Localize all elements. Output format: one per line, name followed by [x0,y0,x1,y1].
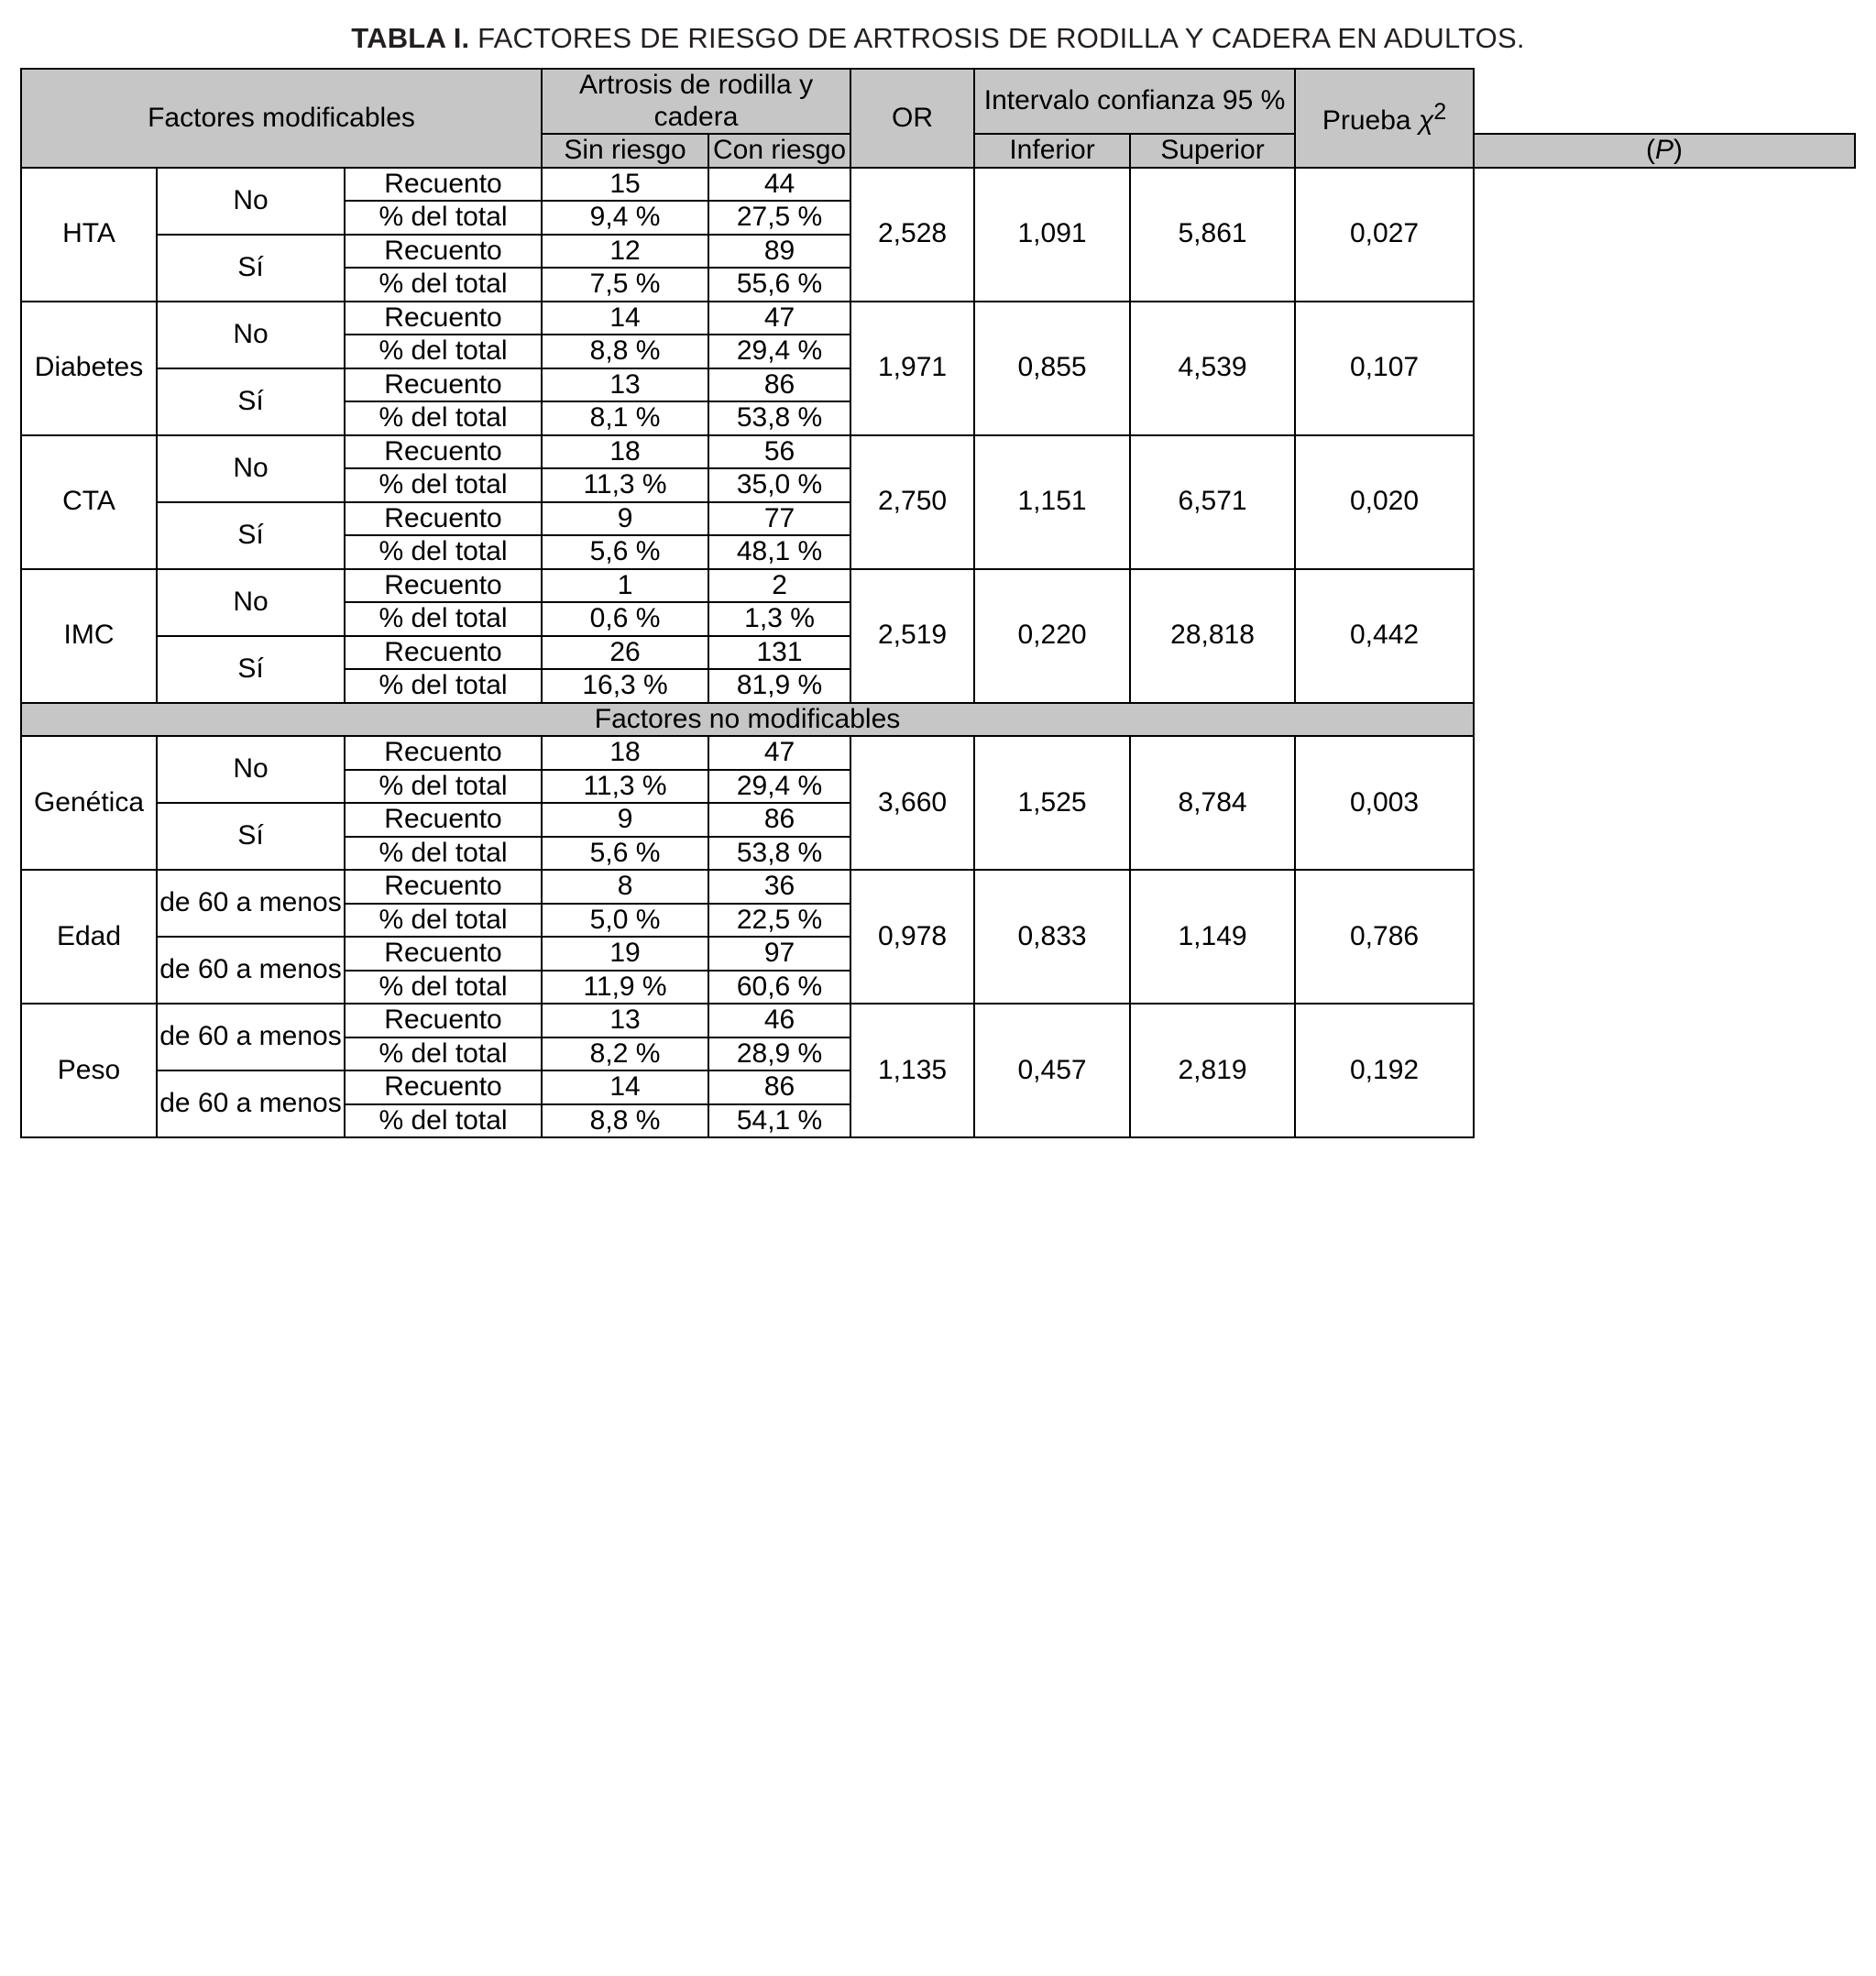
value-sin-riesgo: 13 [542,368,708,402]
value-sin-riesgo: 18 [542,435,708,469]
value-sin-riesgo: 8,2 % [542,1037,708,1071]
ci-lower-value: 1,151 [974,435,1130,569]
risk-factors-table [20,68,1856,1138]
value-con-riesgo: 86 [708,1070,850,1104]
value-sin-riesgo: 16,3 % [542,669,708,703]
measure-label: % del total [345,837,542,871]
measure-label: % del total [345,268,542,302]
measure-label: % del total [345,335,542,368]
value-sin-riesgo: 8,1 % [542,401,708,435]
value-sin-riesgo: 13 [542,1004,708,1037]
factor-label: Edad [21,870,157,1004]
measure-label: % del total [345,1104,542,1138]
header-ci-inferior: Inferior [974,134,1130,168]
p-value: 0,442 [1295,569,1474,703]
ci-upper-value: 6,571 [1130,435,1295,569]
value-con-riesgo: 55,6 % [708,268,850,302]
measure-label: Recuento [345,435,542,469]
value-sin-riesgo: 7,5 % [542,268,708,302]
level-label: Sí [157,502,345,569]
level-label: No [157,168,345,235]
measure-label: % del total [345,669,542,703]
or-value: 2,750 [850,435,974,569]
level-label: No [157,435,345,502]
value-sin-riesgo: 11,3 % [542,468,708,502]
value-sin-riesgo: 12 [542,235,708,269]
ci-upper-value: 28,818 [1130,569,1295,703]
value-con-riesgo: 47 [708,736,850,770]
factor-label: CTA [21,435,157,569]
ci-lower-value: 1,091 [974,168,1130,302]
or-value: 1,971 [850,302,974,435]
value-con-riesgo: 2 [708,569,850,603]
value-con-riesgo: 60,6 % [708,971,850,1004]
value-con-riesgo: 35,0 % [708,468,850,502]
factor-label: Peso [21,1004,157,1137]
header-p-value: (P) [1474,134,1855,168]
value-sin-riesgo: 0,6 % [542,602,708,636]
value-con-riesgo: 53,8 % [708,837,850,871]
measure-label: Recuento [345,937,542,971]
measure-label: % del total [345,770,542,804]
header-sin-riesgo: Sin riesgo [542,134,708,168]
value-con-riesgo: 53,8 % [708,401,850,435]
ci-upper-value: 1,149 [1130,870,1295,1004]
table-row [21,870,1855,904]
value-con-riesgo: 86 [708,803,850,837]
value-sin-riesgo: 8,8 % [542,335,708,368]
table-body [21,168,1855,1138]
level-label: Sí [157,636,345,703]
value-sin-riesgo: 14 [542,302,708,335]
header-intervalo-confianza: Intervalo confianza 95 % [974,69,1295,134]
value-sin-riesgo: 18 [542,736,708,770]
measure-label: % del total [345,468,542,502]
value-sin-riesgo: 9 [542,803,708,837]
value-con-riesgo: 54,1 % [708,1104,850,1138]
value-sin-riesgo: 9,4 % [542,201,708,235]
factor-label: Diabetes [21,302,157,435]
measure-label: Recuento [345,870,542,904]
level-label: Sí [157,235,345,302]
measure-label: Recuento [345,302,542,335]
header-prueba-chi: Prueba $\chi^2$ [1295,69,1474,168]
value-con-riesgo: 89 [708,235,850,269]
level-label: de 60 a menos [157,1070,345,1137]
or-value: 2,528 [850,168,974,302]
measure-label: % del total [345,401,542,435]
table-row [21,569,1855,603]
ci-upper-value: 5,861 [1130,168,1295,302]
ci-lower-value: 0,855 [974,302,1130,435]
ci-upper-value: 2,819 [1130,1004,1295,1137]
value-sin-riesgo: 8,8 % [542,1104,708,1138]
measure-label: Recuento [345,736,542,770]
p-value: 0,003 [1295,736,1474,870]
ci-lower-value: 0,833 [974,870,1130,1004]
level-label: No [157,569,345,636]
header-or: OR [850,69,974,168]
measure-label: Recuento [345,636,542,670]
value-sin-riesgo: 9 [542,502,708,536]
header-artrosis-group: Artrosis de rodilla y cadera [542,69,850,134]
ci-lower-value: 0,457 [974,1004,1130,1137]
value-sin-riesgo: 5,6 % [542,535,708,569]
value-con-riesgo: 27,5 % [708,201,850,235]
value-con-riesgo: 131 [708,636,850,670]
value-con-riesgo: 81,9 % [708,669,850,703]
value-con-riesgo: 44 [708,168,850,202]
table-header [21,69,1855,168]
factor-label: Genética [21,736,157,870]
or-value: 1,135 [850,1004,974,1137]
level-label: No [157,302,345,368]
measure-label: Recuento [345,502,542,536]
value-sin-riesgo: 14 [542,1070,708,1104]
ci-upper-value: 8,784 [1130,736,1295,870]
level-label: de 60 a menos [157,1004,345,1070]
value-con-riesgo: 97 [708,937,850,971]
value-sin-riesgo: 8 [542,870,708,904]
table-row [21,168,1855,202]
table-caption [20,22,1856,55]
value-sin-riesgo: 5,6 % [542,837,708,871]
table-row [21,302,1855,335]
value-con-riesgo: 29,4 % [708,335,850,368]
table-caption-label: TABLA I. [351,22,470,54]
value-sin-riesgo: 11,9 % [542,971,708,1004]
measure-label: Recuento [345,368,542,402]
value-con-riesgo: 48,1 % [708,535,850,569]
p-value: 0,786 [1295,870,1474,1004]
p-value: 0,107 [1295,302,1474,435]
table-row [21,435,1855,469]
value-sin-riesgo: 19 [542,937,708,971]
header-factores-modificables: Factores modificables [21,69,542,168]
header-ci-superior: Superior [1130,134,1295,168]
value-con-riesgo: 29,4 % [708,770,850,804]
value-con-riesgo: 47 [708,302,850,335]
table-row [21,736,1855,770]
value-sin-riesgo: 5,0 % [542,904,708,938]
level-label: de 60 a menos [157,937,345,1004]
p-value: 0,192 [1295,1004,1474,1137]
section-header-no-modificables: Factores no modificables [21,703,1474,737]
value-con-riesgo: 56 [708,435,850,469]
level-label: Sí [157,368,345,435]
value-sin-riesgo: 11,3 % [542,770,708,804]
value-con-riesgo: 46 [708,1004,850,1037]
table-row [21,1004,1855,1037]
ci-lower-value: 0,220 [974,569,1130,703]
measure-label: % del total [345,602,542,636]
or-value: 0,978 [850,870,974,1004]
measure-label: % del total [345,904,542,938]
value-sin-riesgo: 15 [542,168,708,202]
value-con-riesgo: 28,9 % [708,1037,850,1071]
level-label: de 60 a menos [157,870,345,937]
or-value: 3,660 [850,736,974,870]
value-con-riesgo: 22,5 % [708,904,850,938]
factor-label: HTA [21,168,157,302]
value-con-riesgo: 36 [708,870,850,904]
value-sin-riesgo: 26 [542,636,708,670]
measure-label: % del total [345,1037,542,1071]
value-con-riesgo: 86 [708,368,850,402]
value-con-riesgo: 77 [708,502,850,536]
measure-label: % del total [345,201,542,235]
level-label: No [157,736,345,803]
measure-label: Recuento [345,569,542,603]
p-value: 0,027 [1295,168,1474,302]
measure-label: Recuento [345,1004,542,1037]
measure-label: Recuento [345,235,542,269]
header-row-top [21,69,1855,134]
ci-upper-value: 4,539 [1130,302,1295,435]
value-sin-riesgo: 1 [542,569,708,603]
measure-label: % del total [345,971,542,1004]
table-caption-text: FACTORES DE RIESGO DE ARTROSIS DE RODILLA Y CADERA EN ADULTOS. [477,22,1525,54]
table-row-section [21,703,1855,737]
measure-label: Recuento [345,168,542,202]
value-con-riesgo: 1,3 % [708,602,850,636]
p-value: 0,020 [1295,435,1474,569]
or-value: 2,519 [850,569,974,703]
header-con-riesgo: Con riesgo [708,134,850,168]
ci-lower-value: 1,525 [974,736,1130,870]
measure-label: Recuento [345,803,542,837]
measure-label: Recuento [345,1070,542,1104]
factor-label: IMC [21,569,157,703]
measure-label: % del total [345,535,542,569]
level-label: Sí [157,803,345,870]
